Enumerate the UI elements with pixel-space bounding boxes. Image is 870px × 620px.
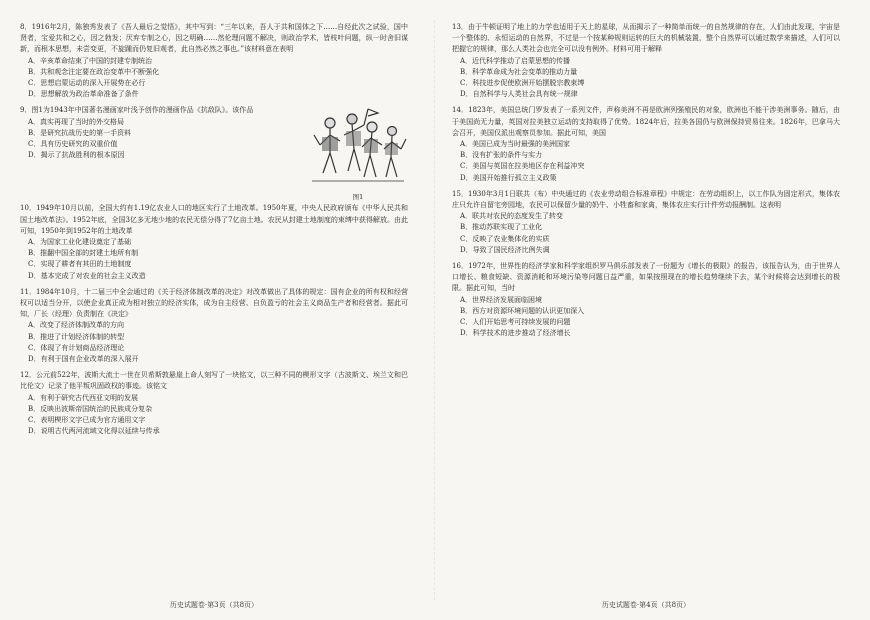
option-d: D．导致了国民经济比例失调 [460, 245, 550, 254]
option-d: D．科学技术的进步推动了经济增长 [460, 329, 571, 338]
question-stem: 12．公元前522年，波斯大流士一世在贝希斯敦悬崖上命人刻写了一块铭文，以三种不同的楔形文字（古波斯文、埃兰文和巴比伦文）记录了他平叛巩固政权的事迹。该铭文 [20, 371, 408, 391]
question-10 [20, 203, 408, 281]
option-d: D．美国开始推行孤立主义政策 [460, 173, 557, 182]
question-stem: 14．1823年，美国总统门罗发表了一系列文件，声称美洲不再是欧洲列强殖民的对象，欧洲也不能干涉美洲事务。随后，由于美国尚无力量，英国对拉美独立运动的支持取得了优势。1824年后，拉美各国仍与欧洲保持贸易往来。1826年，巴拿马大会召开，美国仅派出观察员参加。据此可知，美国 [452, 106, 840, 137]
option-c: C．体现了有计划商品经济理论 [28, 343, 125, 352]
option-a: A．世界经济发展面临困境 [460, 295, 543, 304]
option-a: A．改变了经济体制改革的方向 [28, 321, 125, 330]
option-b: B．是研究抗战历史的第一手资料 [28, 128, 132, 137]
option-a: A．为国家工业化建设奠定了基础 [28, 238, 132, 247]
option-c: C．美国与英国在拉美地区存在利益冲突 [460, 162, 585, 171]
question-8 [20, 22, 408, 100]
question-12 [20, 370, 408, 437]
option-d: D．自然科学与人类社会具有统一规律 [460, 90, 578, 99]
option-a: A．真实再现了当时的外交格局 [28, 117, 125, 126]
option-b: B．科学革命成为社会变革的推动力量 [460, 67, 578, 76]
option-d: D．说明古代两河流域文化得以延续与传承 [28, 427, 160, 436]
question-stem: 8．1916年2月，陈独秀发表了《吾人最后之觉悟》，其中写到：“三年以来，吾人于共和国体之下……自经此次之试验，国中贤者，宝爱共和之心，因之勃发；厌弃专制之心，因之明确……然伦理问题不解决，则政治学术，皆枝叶问题，纵一时舍旧谋新，而根本思想，未尝变更，不旋踵而仍复旧观者，此自然必然之事也。”该材料意在表明 [20, 23, 408, 54]
option-d: D．有利于国有企业改革的深入展开 [28, 355, 139, 364]
option-b: B．反映出波斯帝国统治的民族成分复杂 [28, 404, 153, 413]
option-a: A．近代科学推动了启蒙思想的传播 [460, 56, 571, 65]
right-page [452, 22, 840, 592]
page-divider [434, 20, 435, 600]
page-footer-right: 历史试题卷·第4页（共8页） [601, 601, 691, 609]
option-c: C．人们开始思考可持续发展的问题 [460, 318, 571, 327]
question-stem: 13．由于牛顿证明了地上的力学也适用于天上的星球，从而揭示了一种简单而统一的自然规律的存在，人们由此发现，宇宙是一个整体的、永恒运动的自然界，不过是一个按某种规则运转的巨大的机械装置，整个自然界可以通过数学来描述，人们可以把握它的规律，那么人类社会也完全可以没有例外。材料可用于解释 [452, 23, 840, 54]
option-b: B．推翻中国全部的封建土地所有制 [28, 249, 139, 258]
option-a: A．有利于研究古代西亚文明的发展 [28, 393, 139, 402]
option-c: C．思想启蒙运动的深入开展势在必行 [28, 79, 146, 88]
option-d: D．基本完成了对农业的社会主义改造 [28, 271, 146, 280]
question-stem: 16．1972年，世界性的经济学家和科学家组织罗马俱乐部发表了一份题为《增长的极限》的报告，该报告认为，由于世界人口增长、粮食短缺、资源消耗和环境污染等问题日益严重，如果按照现在的增长趋势继续下去，某个时候将会达到增长的极限。据此可知，当时 [452, 262, 840, 293]
option-c: C．实现了耕者有其田的土地制度 [28, 260, 132, 269]
question-stem: 9．图1为1943年中国著名漫画家叶浅予创作的漫画作品《抗敌队》。该作品 [20, 106, 254, 115]
question-stem: 15．1930年3月1日联共（布）中央通过的《农业劳动组合标准章程》中规定：在劳动组织上，以工作队为固定形式，集体农庄只允许自留宅旁园地，农民可以保留少量的奶牛、小牲畜和家禽，集体农庄实行计件劳动报酬制。这表明 [452, 189, 840, 210]
cartoon-illustration [308, 105, 408, 193]
question-14 [452, 105, 840, 183]
figure-caption: 图1 [352, 193, 364, 202]
option-b: B．没有扩张的条件与实力 [460, 151, 543, 160]
option-a: A．联共对农民的态度发生了转变 [460, 212, 564, 221]
option-b: B．共和观念注定要在政治变革中不断强化 [28, 67, 160, 76]
question-13 [452, 22, 840, 100]
option-c: C．反映了农业集体化的实质 [460, 234, 550, 243]
option-a: A．辛亥革命结束了中国的封建专制统治 [28, 56, 153, 65]
option-a: A．美国已成为当时最强的美洲国家 [460, 140, 571, 149]
left-page [20, 22, 408, 592]
question-11 [20, 287, 408, 365]
option-c: C．表明楔形文字已成为官方通用文字 [28, 416, 146, 425]
question-16 [452, 261, 840, 339]
question-15 [452, 189, 840, 256]
option-d: D．揭示了抗战胜利的根本原因 [28, 151, 125, 160]
cartoon-figure [308, 105, 408, 201]
question-9 [20, 105, 408, 202]
option-d: D．思想解放为政治革命准备了条件 [28, 90, 139, 99]
option-b: B．西方对资源环境问题的认识更加深入 [460, 306, 585, 315]
option-c: C．具有历史研究的双重价值 [28, 140, 118, 149]
page-footer-left: 历史试题卷·第3页（共8页） [169, 601, 259, 609]
option-b: B．推进了计划经济体制的转型 [28, 332, 125, 341]
question-stem: 11．1984年10月，十二届三中全会通过的《关于经济体制改革的决定》对改革做出了具体的规定：国有企业的所有权和经营权可以适当分开，以使企业真正成为相对独立的经济实体，成为自主经营、自负盈亏的社会主义商品生产者和经营者。据此可知，厂长（经理）负责制在《决定》 [20, 287, 408, 319]
option-b: B．推动苏联实现了工业化 [460, 223, 543, 232]
option-c: C．科技进步促使欧洲开始摆脱宗教束缚 [460, 79, 585, 88]
question-stem: 10．1949年10月以前，全国大约有1.19亿农业人口的地区实行了土地改革。1950年夏，中央人民政府颁布《中华人民共和国土地改革法》。1952年底，全国3亿多无地少地的农民无偿分得了7亿亩土地。农民从封建土地制度的束缚中获得解放。由此可知，1950年到1952年的土地改革 [20, 204, 408, 235]
